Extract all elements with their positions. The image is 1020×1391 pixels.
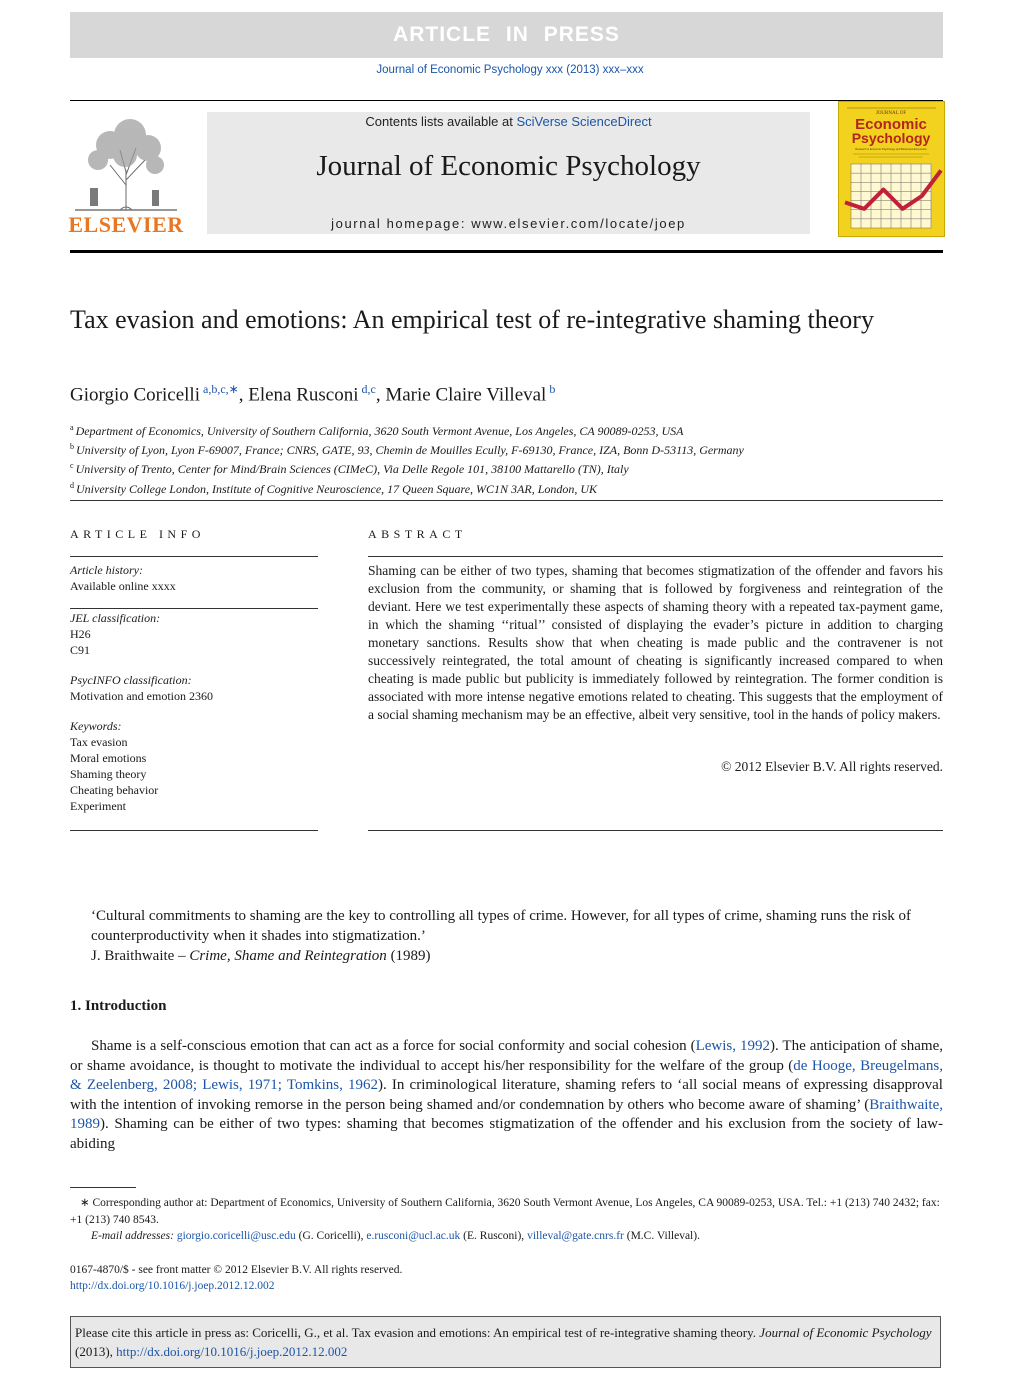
journal-reference[interactable]: Journal of Economic Psychology xxx (2013) xxx–xxx [376,64,644,76]
keyword: Moral emotions [70,751,147,765]
masthead-rule [70,250,943,253]
jel-code: H26 [70,627,91,641]
jel-label: JEL classification: [70,611,161,625]
history-value: Available online xxxx [70,579,176,593]
keyword: Cheating behavior [70,783,159,797]
journal-cover [838,101,945,237]
affiliation-marker: b [70,442,74,452]
email-owner: (G. Coricelli), [295,1230,367,1242]
affiliation-item [70,458,930,477]
article-in-press-banner: ARTICLE IN PRESS [70,12,943,58]
epigraph-quote: ‘Cultural commitments to shaming are the key to controlling all types of crime. However, for all types of crime, shaming runs the risk of counterproductivity when it shades into stigmatization.’ [91,908,912,944]
article-title: Tax evasion and emotions: An empirical test of re-integrative shaming theory [70,305,874,334]
title-rule [70,500,943,501]
jel-code: C91 [70,643,91,657]
affiliation-item [70,478,930,497]
contents-line [207,114,810,129]
journal-title: Journal of Economic Psychology [316,150,701,182]
doi-link[interactable]: http://dx.doi.org/10.1016/j.joep.2012.12.002 [70,1280,275,1292]
top-rule [70,100,943,101]
intro-text: ). In criminological literature, shaming refers to ‘all social means of expressing disapproval with the intention of invoking remorse in the person being shamed and/or condemnation by others who become aware of shaming’ ( [70,1077,943,1113]
cite-prefix: Please cite this article in press as: Coricelli, G., et al. Tax evasion and emotions: An empirical test of re-integrative shaming theory. [75,1325,760,1340]
elsevier-wordmark: ELSEVIER [68,212,184,237]
author-list [70,382,930,406]
intro-text: Shame is a self-conscious emotion that can act as a force for social conformity and social cohesion ( [91,1038,696,1054]
attribution-prefix: J. Braithwaite – [91,948,190,964]
affiliation-text: Department of Economics, University of Southern California, 3620 South Vermont Avenue, Los Angeles, CA 90089-0253, USA [75,424,684,438]
intro-text: ). Shaming can be either of two types: shaming that becomes stigmatization of the offender and his exclusion from the society of law-abiding [70,1116,943,1152]
abstract-top-rule [368,556,943,557]
cover-art [839,102,944,236]
masthead [207,112,810,234]
author-name: Giorgio Coricelli [70,384,200,406]
front-matter [70,1262,943,1294]
affiliation-text: University College London, Institute of Cognitive Neuroscience, 17 Queen Square, WC1N 3AR, London, UK [76,481,598,496]
footnotes [70,1195,943,1245]
psycinfo-value: Motivation and emotion 2360 [70,689,213,703]
abstract-bottom-rule [368,830,943,831]
affiliation-marker: d [70,480,74,490]
email-label: E-mail addresses: [91,1230,174,1242]
cite-journal: Journal of Economic Psychology [759,1325,932,1340]
cover-word-economic: Economic [855,116,927,133]
psycinfo-label: PsycINFO classification: [70,673,192,687]
copyright: © 2012 Elsevier B.V. All rights reserved. [721,759,943,774]
keywords-group [70,718,318,814]
affiliation-item [70,439,930,458]
corresponding-author-note: ∗ Corresponding author at: Department of Economics, University of Southern California, 3620 South Vermont Avenue, Los Angeles, CA 90089-0253, USA. Tel.: +1 (213) 740 2432; fax: +1 (213) 740 8543. [70,1197,940,1226]
psycinfo-group [70,672,318,704]
contents-prefix: Contents lists available at [365,114,513,129]
abstract-heading: ABSTRACT [368,527,467,541]
keyword: Shaming theory [70,767,147,781]
history-label: Article history: [70,563,143,577]
cover-subtitle: Research in Economic Psychology and Behavioral Economics [855,148,927,151]
author-affiliation-marker[interactable]: d,c [361,382,376,396]
author-separator: , [375,384,386,406]
author-affiliation-marker[interactable]: a,b,c,∗ [203,382,239,396]
epigraph [91,906,943,966]
article-info [70,562,318,828]
affiliation-marker: a [70,423,74,432]
jel-group [70,610,318,658]
author-affiliation-marker[interactable]: b [549,382,556,396]
author-separator: , [238,384,249,406]
cover-journal-of: JOURNAL OF [875,111,907,116]
cite-year: (2013), [75,1344,117,1359]
abstract-text: Shaming can be either of two types, shaming that becomes stigmatization of the offender and favors his exclusion from the community, or shaming that is followed by forgiveness and reintegration of the deviant. Here we test experimentally these aspects of shaming theory with a repeated tax-payment game, in which the shaming ‘‘ritual’’ consisted of displaying the evader’s picture in addition to charging monetary sanctions. Results show that when cheating is made public and the contravener is not successively reintegrated, the total amount of cheating is significantly increased compared to when cheating is made public but publicity is immediately followed by reintegration. The former condition is associated with more intense negative emotions related to cheating. This suggests that the employment of a social shaming mechanism may be an effective, albeit very sensitive, tool in the hands of policy makers. [368,563,943,722]
keyword: Tax evasion [70,735,128,749]
email-link[interactable]: e.rusconi@ucl.ac.uk [366,1230,461,1242]
introduction-paragraph [70,1037,943,1155]
citation-link[interactable]: de Hooge, Breugelmans, & Zeelenberg, 2008; Lewis, 1971; Tomkins, 1962 [70,1057,943,1094]
epigraph-attribution [91,946,943,966]
affiliation-item [70,420,930,439]
citation-link[interactable]: Braithwaite, 1989 [70,1096,943,1133]
attribution-year: (1989) [386,948,431,964]
email-owner: (E. Rusconi), [460,1230,528,1242]
email-owner: (M.C. Villeval). [623,1230,700,1242]
email-addresses [70,1228,943,1245]
homepage-url[interactable]: www.elsevier.com/locate/joep [471,216,686,231]
keywords-label: Keywords: [70,719,122,733]
info-top-rule [70,556,318,557]
affiliations [70,420,930,497]
email-link[interactable]: giorgio.coricelli@usc.edu [176,1230,296,1242]
footnote-rule [70,1187,136,1188]
sciencedirect-link[interactable]: SciVerse ScienceDirect [516,114,652,129]
cover-word-psychology: Psychology [851,130,931,146]
intro-text: ). The anticipation of shame, or shame avoidance, is thought to motivate the individual to accept his/her responsibility for the welfare of the group ( [70,1038,943,1074]
cite-doi-link[interactable]: http://dx.doi.org/10.1016/j.joep.2012.12.002 [116,1344,348,1359]
issn-line: 0167-4870/$ - see front matter © 2012 Elsevier B.V. All rights reserved. [70,1264,403,1276]
affiliation-marker: c [70,461,74,471]
citation-link[interactable]: Lewis, 1992 [695,1038,770,1054]
attribution-book: Crime, Shame and Reintegration [189,948,387,964]
homepage-prefix: journal homepage: [331,216,467,231]
author-name: Marie Claire Villeval [385,384,547,406]
history-group [70,562,318,594]
author-name: Elena Rusconi [248,384,359,406]
section-heading-introduction: 1. Introduction [70,998,167,1014]
keyword: Experiment [70,799,126,813]
citation-box [70,1316,941,1368]
article-info-heading: ARTICLE INFO [70,527,205,541]
affiliation-text: University of Lyon, Lyon F-69007, France; CNRS, GATE, 93, Chemin de Mouilles Ecully, F-69130, France, IZA, Bonn D-53113, Germany [76,443,744,458]
info-bottom-rule [70,830,318,831]
email-link[interactable]: villeval@gate.cnrs.fr [527,1230,624,1242]
affiliation-text: University of Trento, Center for Mind/Brain Sciences (CIMeC), Via Delle Regole 101, 38100 Mattarello (TN), Italy [75,462,629,477]
homepage-line [207,216,810,231]
